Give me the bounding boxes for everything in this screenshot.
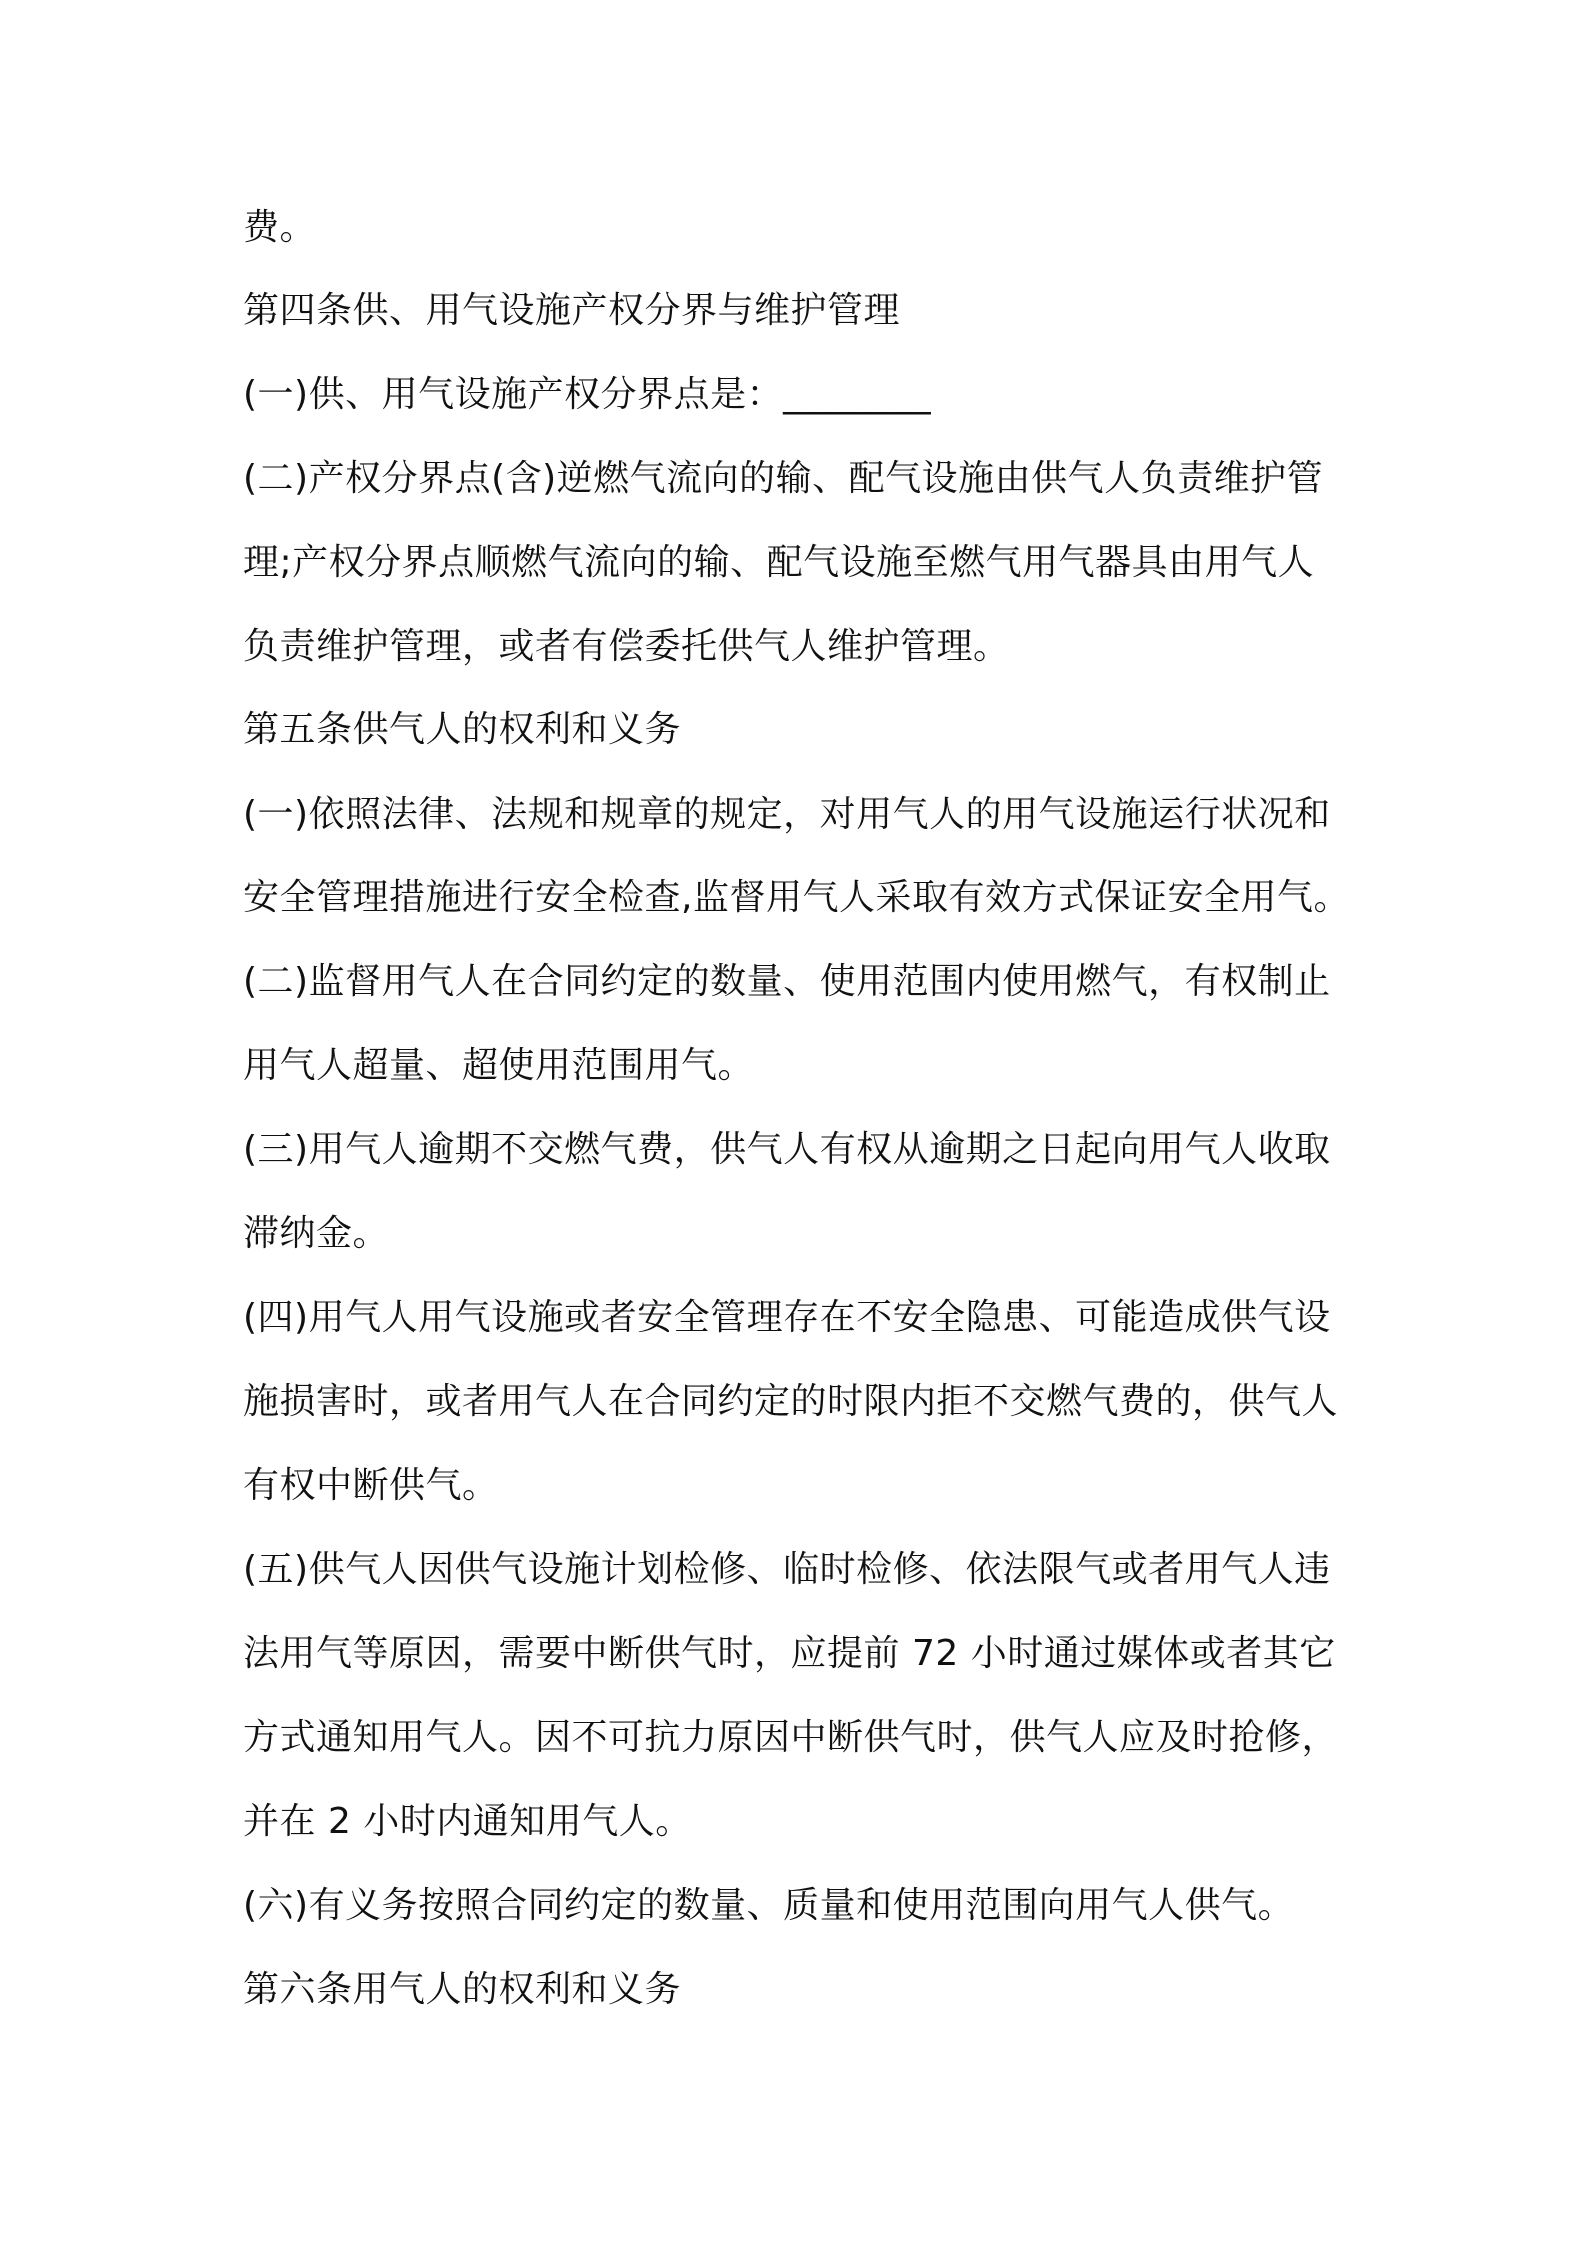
text-line: 费。 [243, 207, 317, 248]
text-line: 并在 2 小时内通知用气人。 [243, 1801, 692, 1842]
text-line: (三)用气人逾期不交燃气费，供气人有权从逾期之日起向用气人收取 [243, 1129, 1331, 1170]
text-line: (五)供气人因供气设施计划检修、临时检修、依法限气或者用气人违 [243, 1549, 1331, 1590]
text-line: (六)有义务按照合同约定的数量、质量和使用范围向用气人供气。 [243, 1885, 1295, 1926]
text-line: (二)监督用气人在合同约定的数量、使用范围内使用燃气，有权制止 [243, 961, 1331, 1002]
text-line: 安全管理措施进行安全检查,监督用气人采取有效方式保证安全用气。 [243, 877, 1350, 918]
text-line: (四)用气人用气设施或者安全管理存在不安全隐患、可能造成供气设 [243, 1297, 1331, 1338]
text-line: 法用气等原因，需要中断供气时，应提前 72 小时通过媒体或者其它 [243, 1633, 1336, 1674]
text-line: (一)依照法律、法规和规章的规定，对用气人的用气设施运行状况和 [243, 794, 1331, 835]
text-line: 负责维护管理，或者有偿委托供气人维护管理。 [243, 626, 1010, 667]
article-6-heading: 第六条用气人的权利和义务 [243, 1969, 682, 2010]
article-4-heading: 第四条供、用气设施产权分界与维护管理 [243, 290, 901, 331]
text-line: 施损害时，或者用气人在合同约定的时限内拒不交燃气费的，供气人 [243, 1381, 1339, 1422]
text-line: (二)产权分界点(含)逆燃气流向的输、配气设施由供气人负责维护管 [243, 458, 1324, 499]
text-line: (一)供、用气设施产权分界点是：________ [243, 374, 932, 415]
text-line: 方式通知用气人。因不可抗力原因中断供气时，供气人应及时抢修， [243, 1717, 1339, 1758]
text-line: 理;产权分界点顺燃气流向的输、配气设施至燃气用气器具由用气人 [243, 542, 1315, 583]
article-5-heading: 第五条供气人的权利和义务 [243, 709, 682, 750]
text-line: 滞纳金。 [243, 1213, 390, 1254]
text-line: 用气人超量、超使用范围用气。 [243, 1045, 755, 1086]
text-line: 有权中断供气。 [243, 1465, 499, 1506]
